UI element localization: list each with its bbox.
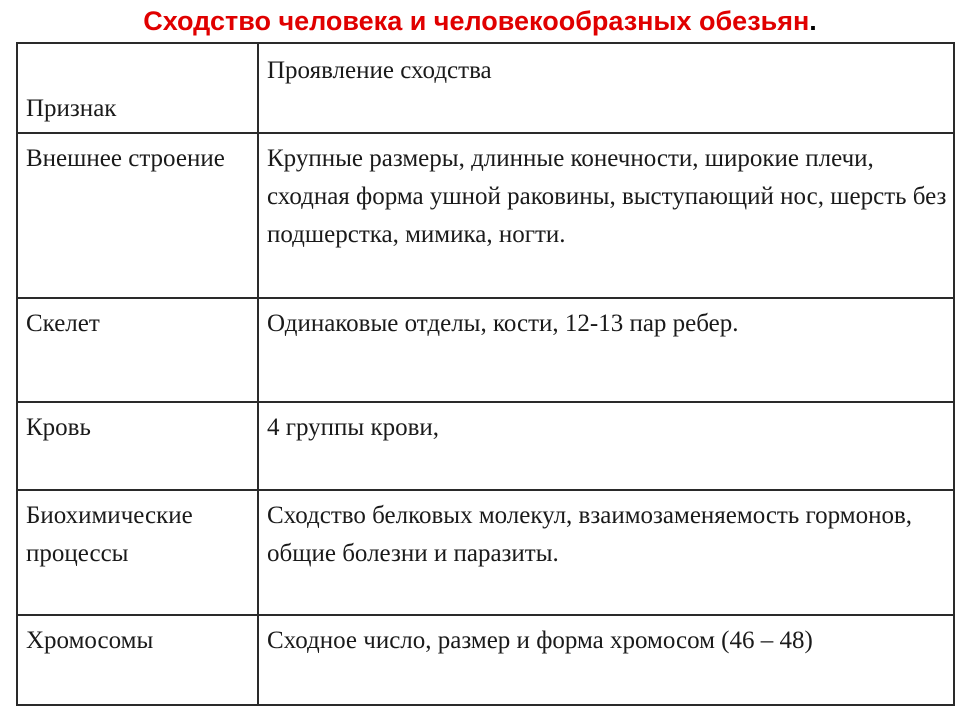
table-row (17, 298, 954, 402)
row-similarity-skeleton: Одинаковые отделы, кости, 12-13 пар ребер. (258, 298, 954, 402)
header-similarity: Проявление сходства (258, 43, 954, 133)
row-sign-biochemical: Биохимические процессы (17, 490, 258, 615)
table-header-row (17, 43, 954, 133)
row-sign-skeleton: Скелет (17, 298, 258, 402)
page-title (0, 3, 960, 39)
similarity-table (16, 42, 955, 706)
row-sign-blood: Кровь (17, 402, 258, 490)
page-title-text: Сходство человека и человекообразных обезьян (143, 6, 810, 36)
table-row (17, 402, 954, 490)
row-similarity-blood: 4 группы крови, (258, 402, 954, 490)
table-row (17, 133, 954, 298)
header-sign: Признак (17, 43, 258, 133)
table-row (17, 615, 954, 705)
row-similarity-biochemical: Сходство белковых молекул, взаимозаменяемость гормонов, общие болезни и паразиты. (258, 490, 954, 615)
page-title-period: . (809, 6, 817, 36)
row-similarity-chromosomes: Сходное число, размер и форма хромосом (46 – 48) (258, 615, 954, 705)
row-sign-chromosomes: Хромосомы (17, 615, 258, 705)
row-similarity-external-structure: Крупные размеры, длинные конечности, широкие плечи, сходная форма ушной раковины, выступающий нос, шерсть без подшерстка, мимика, ногти. (258, 133, 954, 298)
table-row (17, 490, 954, 615)
row-sign-external-structure: Внешнее строение (17, 133, 258, 298)
